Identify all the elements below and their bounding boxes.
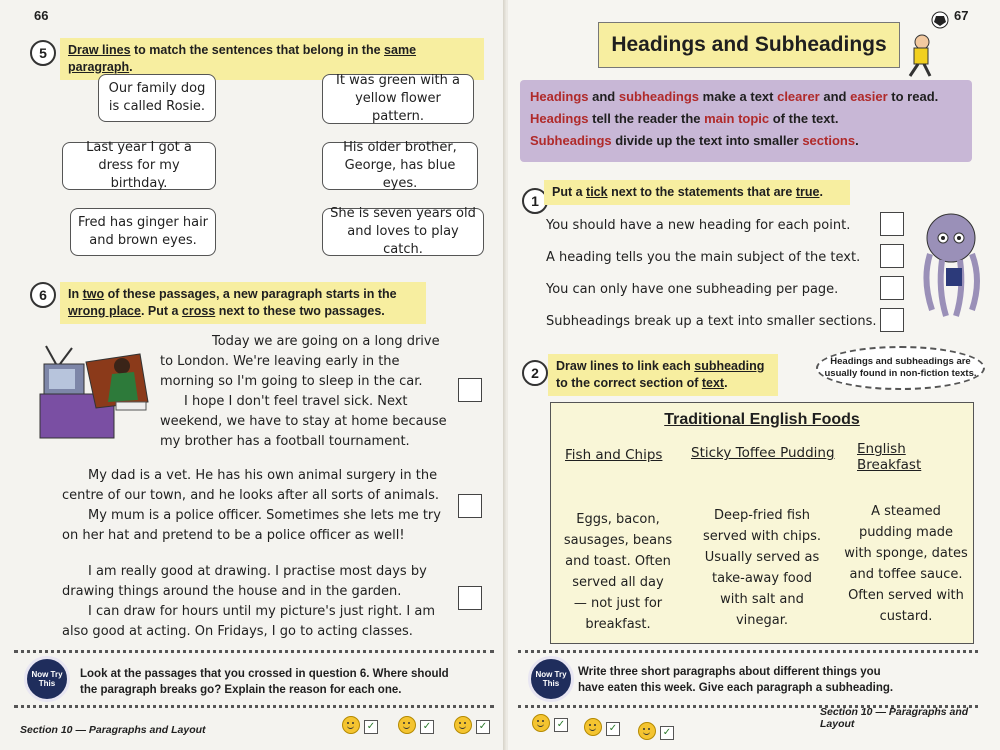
question-instruction: Draw lines to match the sentences that belong in the same paragraph. [60,38,484,80]
check-box[interactable]: ✓ [364,720,378,734]
sentence-box[interactable]: Last year I got a dress for my birthday. [62,142,216,190]
sentence-box[interactable]: It was green with a yellow flower pattern. [322,74,474,124]
cross-box[interactable] [458,586,482,610]
subheading-fish-and-chips[interactable]: Fish and Chips [565,447,663,463]
statement: You should have a new heading for each point. [546,218,851,233]
question-number: 6 [30,282,56,308]
subheading-sticky-toffee-pudding[interactable]: Sticky Toffee Pudding [691,445,835,461]
passage: Today we are going on a long drive to London. We're leaving early in the morning so I'm going to sleep in the car. I hope I don't feel travel sick. Next weekend, we have to stay at home because my brother has a football tournament. [160,334,447,449]
smiley-icon [638,722,656,740]
food-text-section[interactable]: Deep-fried fish served with chips. Usually served as take-away food with salt and vinegar. [702,508,822,628]
smiley-icon [342,716,360,734]
food-text-section[interactable]: A steamed pudding made with sponge, dates and toffee sauce. Often served with custard. [844,504,968,624]
page-footer: Section 10 — Paragraphs and Layout [20,724,206,736]
tick-box[interactable] [880,212,904,236]
football-player-illustration [900,10,960,80]
tick-box[interactable] [880,276,904,300]
statement: You can only have one subheading per page. [546,282,839,297]
now-try-this-text: Write three short paragraphs about different things you have eaten this week. Give each paragraph a subheading. [578,666,894,694]
passage: I am really good at drawing. I practise most days by drawing things around the house and in the garden. I can draw for hours until my picture's just right. I am also good at acting. On Fridays, I go to acting classes. [62,564,436,639]
statement: Subheadings break up a text into smaller sections. [546,314,877,329]
check-box[interactable]: ✓ [476,720,490,734]
smiley-icon [584,718,602,736]
tick-box[interactable] [880,308,904,332]
foods-box-title: Traditional English Foods [664,411,860,428]
question-instruction: Put a tick next to the statements that are true. [544,180,850,205]
question-instruction: Draw lines to link each subheading to the correct section of text. [548,354,778,396]
smiley-icon [532,714,550,732]
food-text-section[interactable]: Eggs, bacon, sausages, beans and toast. Often served all day — not just for breakfast. [563,512,673,632]
octopus-illustration [916,210,986,320]
page-number: 66 [34,8,49,23]
question-number: 1 [522,188,548,214]
tip-bubble: Headings and subheadings are usually found in non-fiction texts. [816,346,985,390]
page-footer: Section 10 — Paragraphs and Layout [820,706,969,730]
page-title: Headings and Subheadings [598,22,900,68]
subheading-english-breakfast[interactable]: English Breakfast [857,441,922,473]
check-box[interactable]: ✓ [554,718,568,732]
question-number: 2 [522,360,548,386]
smiley-icon [454,716,472,734]
tv-child-illustration [36,342,156,442]
page-number: 67 [954,8,969,23]
sentence-box[interactable]: His older brother, George, has blue eyes. [322,142,478,190]
now-try-this-badge: Now Try This [24,656,70,702]
passage: My dad is a vet. He has his own animal surgery in the centre of our town, and he looks after all sorts of animals. My mum is a police officer. Sometimes she lets me try on her hat and pretend to be a police officer as well! [62,468,441,543]
check-box[interactable]: ✓ [660,726,674,740]
cross-box[interactable] [458,494,482,518]
sentence-box[interactable]: She is seven years old and loves to play catch. [322,208,484,256]
question-instruction: In two of these passages, a new paragraph starts in the wrong place. Put a cross next to these two passages. [60,282,426,324]
smiley-icon [398,716,416,734]
now-try-this-text: Look at the passages that you crossed in question 6. Where should the paragraph breaks go? Explain the reason for each one. [80,668,449,696]
statement: A heading tells you the main subject of the text. [546,250,861,265]
check-box[interactable]: ✓ [420,720,434,734]
right-page [508,0,1000,750]
check-box[interactable]: ✓ [606,722,620,736]
now-try-this-badge: Now Try This [528,656,574,702]
tick-box[interactable] [880,244,904,268]
question-number: 5 [30,40,56,66]
cross-box[interactable] [458,378,482,402]
sentence-box[interactable]: Fred has ginger hair and brown eyes. [70,208,216,256]
info-box: Headings and subheadings make a text clearer and easier to read. Headings tell the reader the main topic of the text. Subheadings divide up the text into smaller sections. [520,80,972,162]
foods-text-box [550,402,974,644]
sentence-box[interactable]: Our family dog is called Rosie. [98,74,216,122]
